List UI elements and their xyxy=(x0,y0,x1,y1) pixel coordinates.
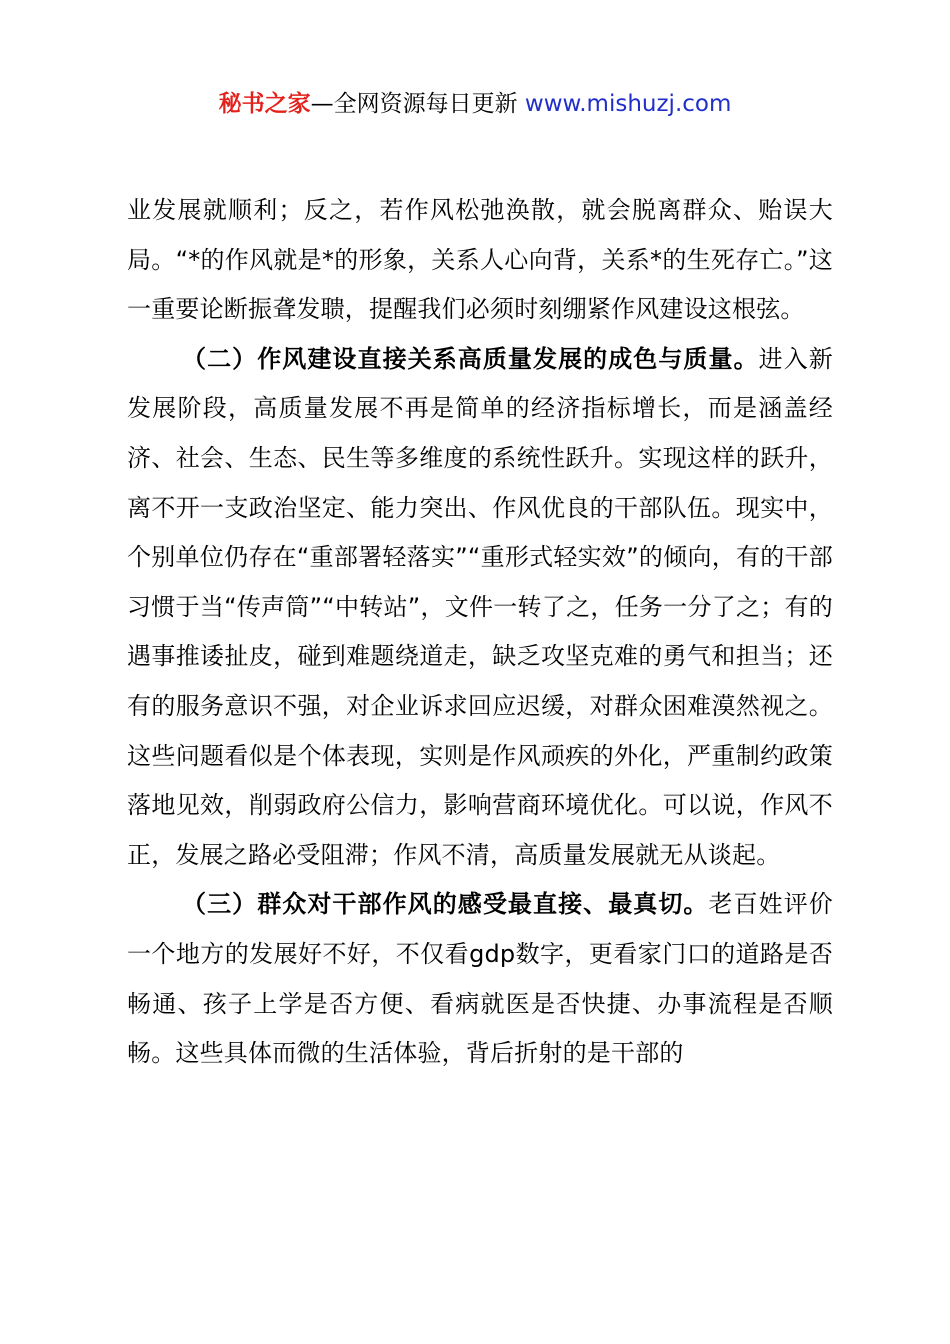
paragraph-text: 老百姓评价一个地方的发展好不好，不仅看gdp数字，更看家门口的道路是否畅通、孩子上学是否方便、看病就医是否快捷、办事流程是否顺畅。这些具体而微的生活体验，背后折射的是干部的 xyxy=(127,890,834,1068)
header-brand: 秘书之家 xyxy=(218,91,311,117)
paragraph-continuation xyxy=(127,186,833,335)
paragraph-lead: （三）群众对干部作风的感受最直接、最真切。 xyxy=(182,890,709,919)
paragraph-section-two xyxy=(127,335,833,881)
paragraph-section-three xyxy=(127,880,833,1078)
header-url-link[interactable]: www.mishuzj.com xyxy=(524,91,732,117)
page-header xyxy=(0,86,950,122)
paragraph-text: 业发展就顺利；反之，若作风松弛涣散，就会脱离群众、贻误大局。“*的作风就是*的形象，关系人心向背，关系*的生死存亡。”这一重要论断振聋发聩，提醒我们必须时刻绷紧作风建设这根弦。 xyxy=(127,196,833,324)
header-tagline: —全网资源每日更新 xyxy=(310,91,525,117)
paragraph-lead: （二）作风建设直接关系高质量发展的成色与质量。 xyxy=(182,344,759,373)
paragraph-text: 进入新发展阶段，高质量发展不再是简单的经济指标增长，而是涵盖经济、社会、生态、民生等多维度的系统性跃升。实现这样的跃升，离不开一支政治坚定、能力突出、作风优良的干部队伍。现实中，个别单位仍存在“重部署轻落实”“重形式轻实效”的倾向，有的干部习惯于当“传声筒”“中转站”，文件一转了之，任务一分了之；有的遇事推诿扯皮，碰到难题绕道走，缺乏攻坚克难的勇气和担当；还有的服务意识不强，对企业诉求回应迟缓，对群众困难漠然视之。这些问题看似是个体表现，实则是作风顽疾的外化，严重制约政策落地见效，削弱政府公信力，影响营商环境优化。可以说，作风不正，发展之路必受阻滞；作风不清，高质量发展就无从谈起。 xyxy=(127,344,833,869)
document-body xyxy=(127,186,833,1079)
